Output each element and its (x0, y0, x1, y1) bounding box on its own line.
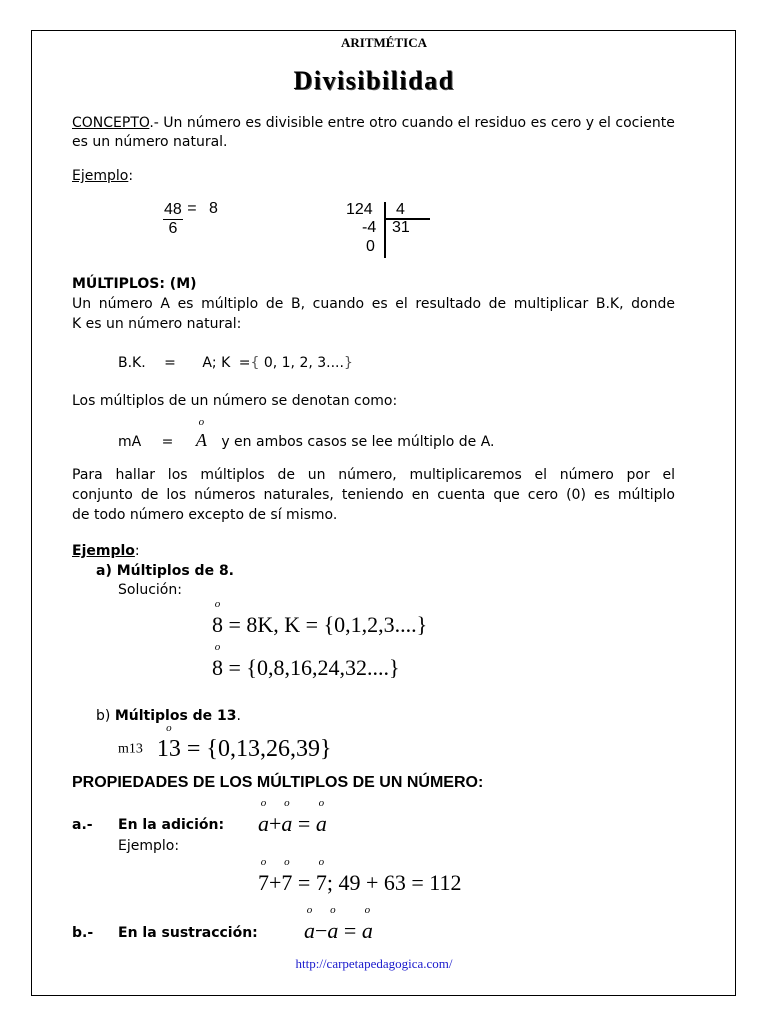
subtraction-formula: o a−o a = o a (304, 918, 373, 944)
multiples-13-formula: m13 o 13 = {0,13,26,39} (118, 736, 331, 763)
example-b-heading: b) Múltiplos de 13. (96, 708, 241, 724)
multiple-notation-A: o A (196, 430, 207, 451)
addition-example: o 7+o 7 = o 7; 49 + 63 = 112 (258, 870, 461, 896)
subject-header: ARITMÉTICA (341, 35, 427, 50)
multiples-heading: MÚLTIPLOS: (M) (72, 276, 197, 292)
example-a-heading: a) Múltiplos de 8. (96, 563, 235, 579)
footer-link[interactable]: http://carpetapedagogica.com/ (295, 956, 453, 971)
bk-formula: B.K. = A; K ={ 0, 1, 2, 3....} (118, 355, 353, 371)
example2-label-line: Ejemplo: (72, 543, 140, 559)
addition-formula: o a+o a = o a (258, 811, 327, 837)
concept-line-2: es un número natural. (72, 134, 228, 150)
property-b-number: b.- (72, 925, 94, 941)
division-bracket-vertical (384, 202, 386, 258)
solucion-label: Solución: (118, 582, 182, 598)
property-b-label: En la sustracción: (118, 925, 258, 941)
multiples-paragraph-1: Un número A es múltiplo de B, cuando es el resultado de multiplicar B.K, donde (72, 296, 675, 312)
example-label-line: Ejemplo: (72, 168, 134, 184)
paragraph-2-line-1: Para hallar los múltiplos de un número, multiplicaremos el número por el (72, 467, 675, 483)
multiples-8-formula-2: o 8 = {0,8,16,24,32....} (212, 655, 400, 681)
property-a-number: a.- (72, 817, 93, 833)
paragraph-2-line-3: de todo número excepto de sí mismo. (72, 507, 338, 523)
paragraph-2-line-2: conjunto de los números naturales, teniendo en cuenta que cero (0) es múltiplo (72, 487, 675, 503)
page-title: Divisibilidad (293, 66, 455, 95)
fraction-example: $\frac{48}{6}$ = 8 (164, 200, 218, 237)
ma-formula: mA = o A y en ambos casos se lee múltiplo de A. (118, 430, 495, 451)
properties-heading: PROPIEDADES DE LOS MÚLTIPLOS DE UN NÚMERO: (72, 774, 484, 791)
multiples-paragraph-1b: K es un número natural: (72, 316, 242, 332)
ejemplo-label: Ejemplo: (118, 838, 180, 854)
denote-text: Los múltiplos de un número se denotan como: (72, 393, 398, 409)
long-division: 124 -4 0 4 31 (340, 200, 435, 260)
fraction: $\frac{48}{6}$ (164, 201, 182, 237)
concept-label: CONCEPTO (72, 115, 150, 131)
concept-line-1: CONCEPTO.- Un número es divisible entre otro cuando el residuo es cero y el cociente (72, 115, 675, 131)
multiples-8-formula-1: o 8 = 8K, K = {0,1,2,3....} (212, 612, 427, 638)
property-a-label: En la adición: (118, 817, 225, 833)
